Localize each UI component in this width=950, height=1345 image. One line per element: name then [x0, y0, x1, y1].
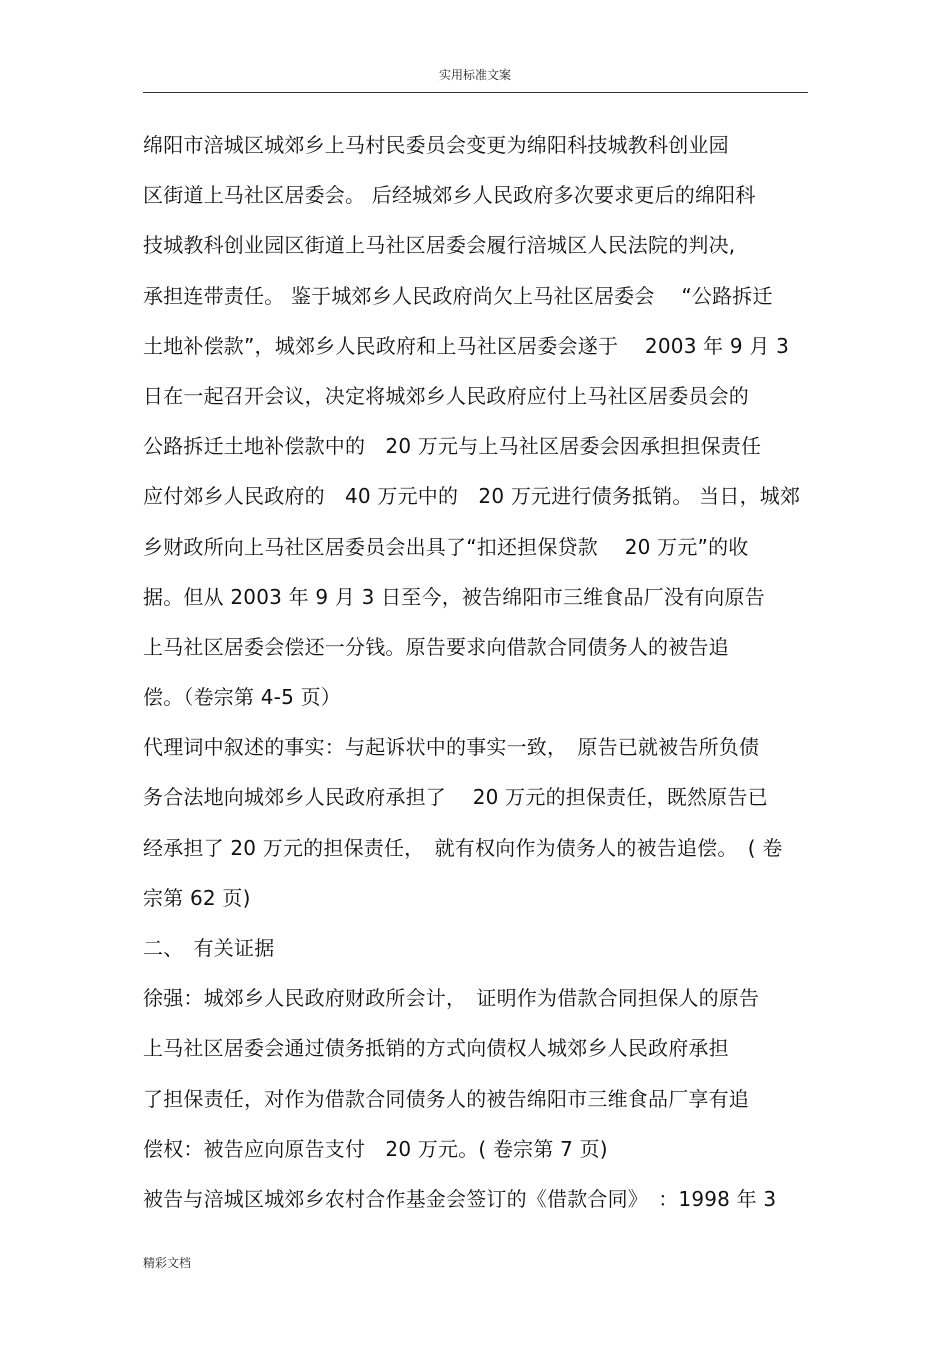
text-line: 技城教科创业园区街道上马社区居委会履行涪城区人民法院的判决, [143, 233, 736, 258]
text-line: 据。但从 2003 年 9 月 3 日至今，被告绵阳市三维食品厂没有向原告 [143, 584, 765, 609]
text-line: 土地补偿款”，城郊乡人民政府和上马社区居委会遂于 2003 年 9 月 3 [143, 333, 790, 358]
text-line: 代理词中叙述的事实：与起诉状中的事实一致， 原告已就被告所负债 [143, 735, 760, 760]
text-line: 绵阳市涪城区城郊乡上马村民委员会变更为绵阳科技城教科创业园 [143, 133, 729, 157]
text-line: 上马社区居委会通过债务抵销的方式向债权人城郊乡人民政府承担 [143, 1036, 729, 1061]
text-line: 被告与涪城区城郊乡农村合作基金会签订的《借款合同》 ：1998 年 3 [143, 1186, 777, 1211]
text-line: 应付郊乡人民政府的 40 万元中的 20 万元进行债务抵销。 当日，城郊 [143, 484, 801, 509]
text-line: 区街道上马社区居委会。 后经城郊乡人民政府多次要求更后的绵阳科 [143, 183, 756, 208]
document-body [143, 120, 813, 1224]
text-line: 务合法地向城郊乡人民政府承担了 20 万元的担保责任，既然原告已 [143, 785, 768, 810]
text-line: 承担连带责任。 鉴于城郊乡人民政府尚欠上马社区居委会 “公路拆迁 [143, 283, 773, 308]
page-footer: 精彩文档 [143, 1256, 192, 1270]
text-line: 徐强：城郊乡人民政府财政所会计， 证明作为借款合同担保人的原告 [143, 986, 760, 1011]
text-line: 偿权：被告应向原告支付 20 万元。( 卷宗第 7 页) [143, 1136, 608, 1161]
page-header: 实用标准文案 [438, 68, 511, 82]
text-line: 偿。（卷宗第 4-5 页） [143, 685, 341, 710]
text-line: 公路拆迁土地补偿款中的 20 万元与上马社区居委会因承担担保责任 [143, 434, 762, 459]
text-line: 经承担了 20 万元的担保责任， 就有权向作为债务人的被告追偿。 ( 卷 [143, 835, 783, 860]
text-line: 乡财政所向上马社区居委员会出具了“扣还担保贷款 20 万元”的收 [143, 534, 749, 559]
section-heading: 二、 有关证据 [143, 936, 275, 960]
text-line: 宗第 62 页) [143, 885, 251, 910]
header-divider [143, 92, 808, 93]
text-line: 了担保责任，对作为借款合同债务人的被告绵阳市三维食品厂享有追 [143, 1086, 749, 1111]
text-line: 日在一起召开会议，决定将城郊乡人民政府应付上马社区居委员会的 [143, 383, 749, 408]
text-line: 上马社区居委会偿还一分钱。原告要求向借款合同债务人的被告追 [143, 634, 729, 659]
